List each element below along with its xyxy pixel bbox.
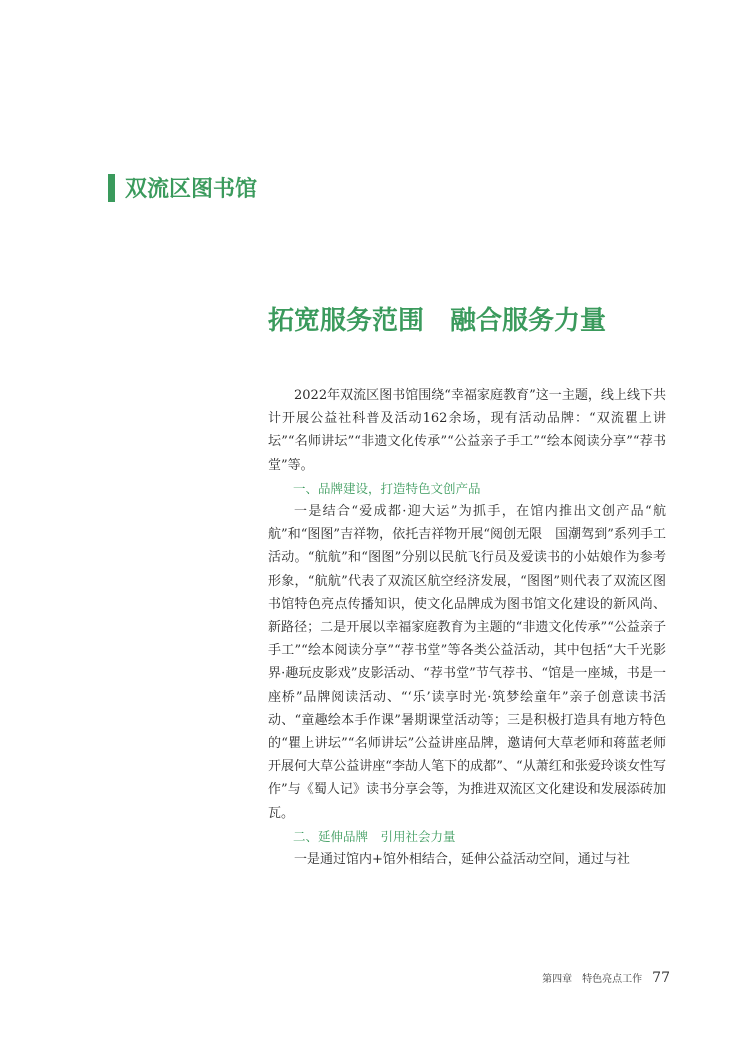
organization-title [108,172,257,203]
paragraph-intro: 2022年双流区图书馆围绕“幸福家庭教育”这一主题，线上线下共计开展公益社科普及活动162余场，现有活动品牌：“双流瞿上讲坛”“名师讲坛”“非遗文化传承”“公益亲子手工”“绘本阅读分享”“荐书堂”等。 [268,388,666,473]
page-number: 77 [652,970,670,986]
article-headline: 拓宽服务范围 融合服务力量 [268,306,607,336]
paragraph-brand-building: 一是结合“爱成都·迎大运”为抓手，在馆内推出文创产品“航航”和“图图”吉祥物，依托吉祥物开展“阅创无限 国潮驾到”系列手工活动。“航航”和“图图”分别以民航飞行员及爱读书的小姑娘作为参考形象，“航航”代表了双流区航空经济发展，“图图”则代表了双流区图书馆特色亮点传播知识，使文化品牌成为图书馆文化建设的新风尚、新路径；二是开展以幸福家庭教育为主题的“非遗文化传承”“公益亲子手工”“绘本阅读分享”“荐书堂”等各类公益活动，其中包括“大千光影界·趣玩皮影戏”皮影活动、“荐书堂”节气荐书、“馆是一座城，书是一座桥”品牌阅读活动、“‘乐’读享时光·筑梦绘童年”亲子创意读书活动、“童趣绘本手作课”暑期课堂活动等；三是积极打造具有地方特色的“瞿上讲坛”“名师讲坛”公益讲座品牌，邀请何大草老师和蒋蓝老师开展何大草公益讲座“李劼人笔下的成都”、“从萧红和张爱玲谈女性写作”与《蜀人记》读书分享会等，为推进双流区文化建设和发展添砖加瓦。 [268,504,666,821]
paragraph-extension: 一是通过馆内+馆外相结合，延伸公益活动空间，通过与社 [294,852,630,868]
article-body [268,384,666,871]
chapter-label: 第四章 特色亮点工作 [542,974,643,985]
organization-name: 双流区图书馆 [125,177,258,202]
title-accent-bar [108,174,115,202]
section-heading-1: 一、品牌建设，打造特色文创产品 [293,480,481,496]
page-footer [542,970,670,986]
section-heading-2: 二、延伸品牌 引用社会力量 [293,828,456,844]
